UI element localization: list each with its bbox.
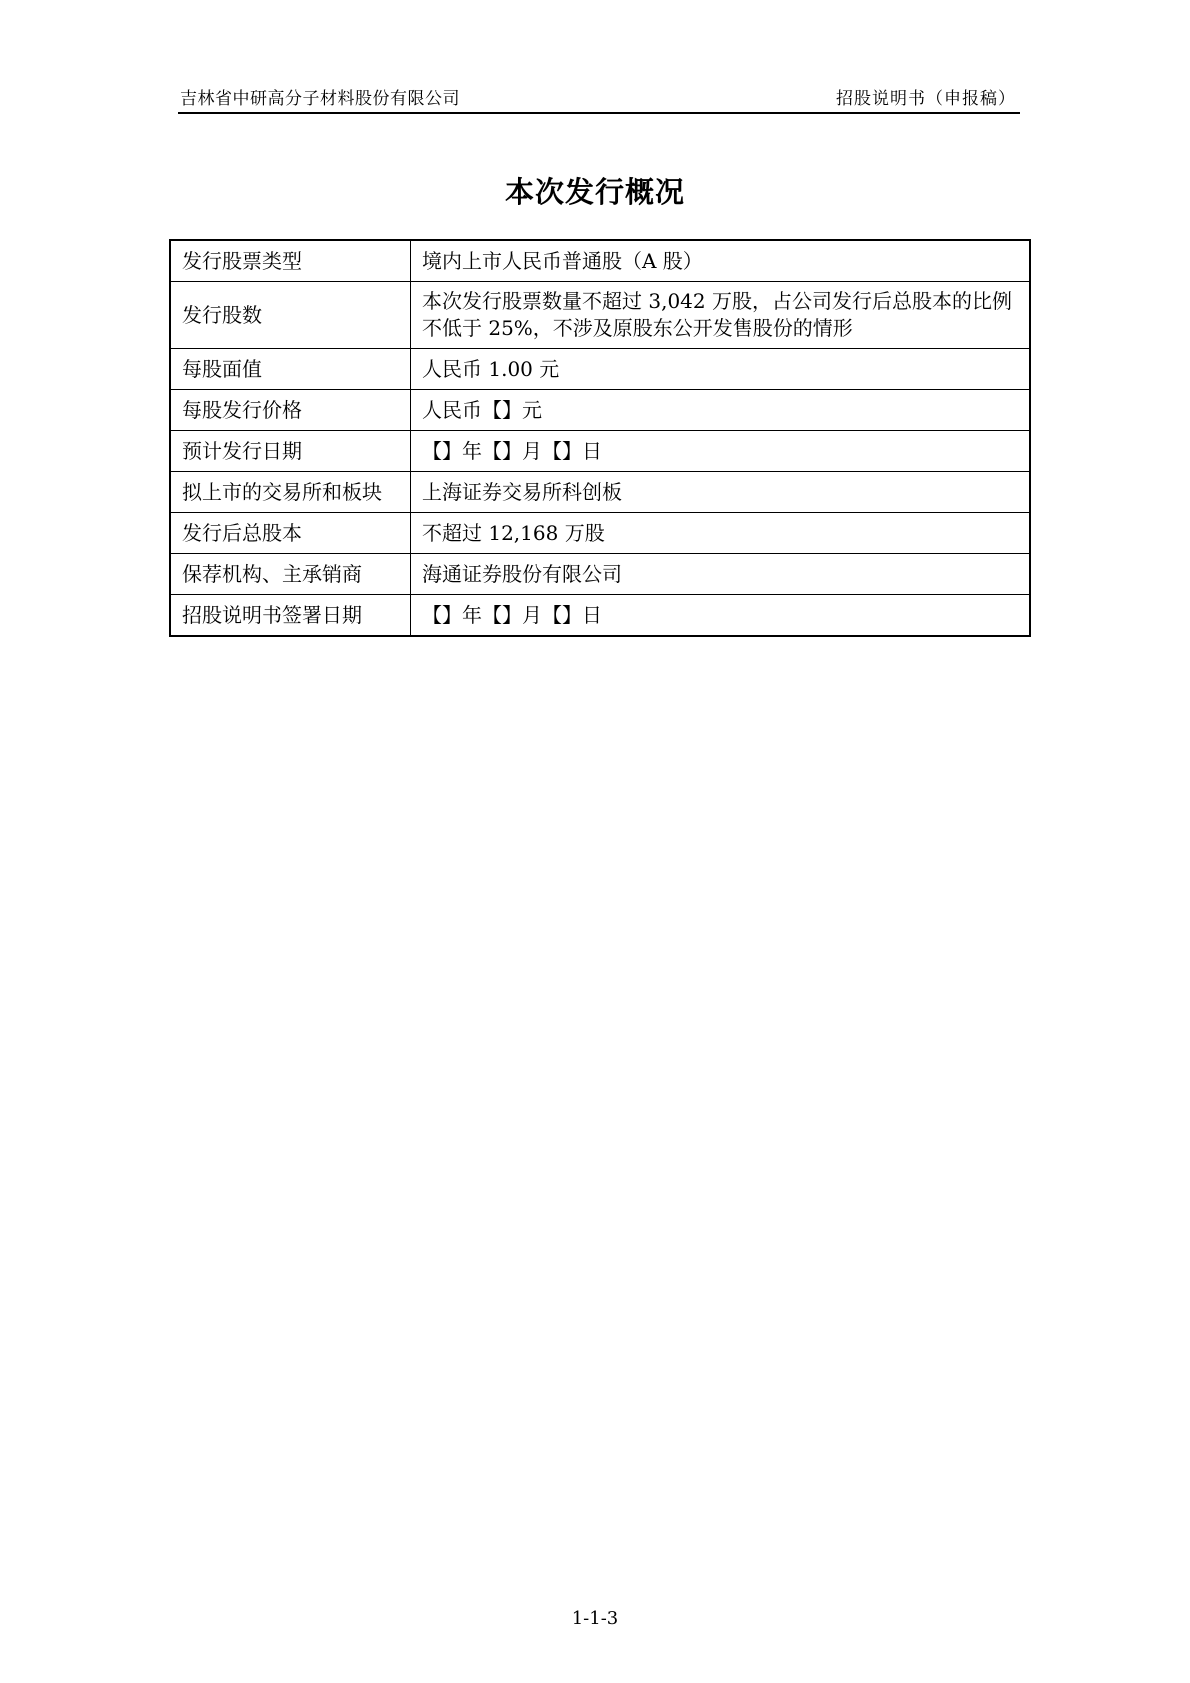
- offering-summary-table: [169, 239, 1031, 637]
- row-label: 发行股数: [170, 282, 411, 349]
- table-row: [170, 240, 1030, 282]
- table-row: [170, 349, 1030, 390]
- table-row: [170, 390, 1030, 431]
- row-value: 不超过 12,168 万股: [411, 513, 1031, 554]
- page-title: 本次发行概况: [504, 175, 685, 209]
- table-row: [170, 431, 1030, 472]
- row-value: 人民币【】元: [411, 390, 1031, 431]
- row-label: 招股说明书签署日期: [170, 595, 411, 637]
- row-label: 发行后总股本: [170, 513, 411, 554]
- row-label: 预计发行日期: [170, 431, 411, 472]
- page-header: [178, 82, 1020, 114]
- table-row: [170, 472, 1030, 513]
- document-type: 招股说明书（申报稿）: [836, 89, 1016, 109]
- row-value: 人民币 1.00 元: [411, 349, 1031, 390]
- page-number: 1-1-3: [571, 1608, 619, 1629]
- row-value: 海通证券股份有限公司: [411, 554, 1031, 595]
- row-value: 上海证券交易所科创板: [411, 472, 1031, 513]
- row-label: 拟上市的交易所和板块: [170, 472, 411, 513]
- table-row: [170, 282, 1030, 349]
- row-label: 每股面值: [170, 349, 411, 390]
- row-value: 本次发行股票数量不超过 3,042 万股，占公司发行后总股本的比例不低于 25%，不涉及原股东公开发售股份的情形: [411, 282, 1031, 349]
- row-label: 发行股票类型: [170, 240, 411, 282]
- table-row: [170, 595, 1030, 637]
- row-value: 【】年【】月【】日: [411, 595, 1031, 637]
- company-name: 吉林省中研高分子材料股份有限公司: [180, 89, 460, 109]
- row-label: 每股发行价格: [170, 390, 411, 431]
- table-row: [170, 554, 1030, 595]
- table-row: [170, 513, 1030, 554]
- row-value: 境内上市人民币普通股（A 股）: [411, 240, 1031, 282]
- row-label: 保荐机构、主承销商: [170, 554, 411, 595]
- row-value: 【】年【】月【】日: [411, 431, 1031, 472]
